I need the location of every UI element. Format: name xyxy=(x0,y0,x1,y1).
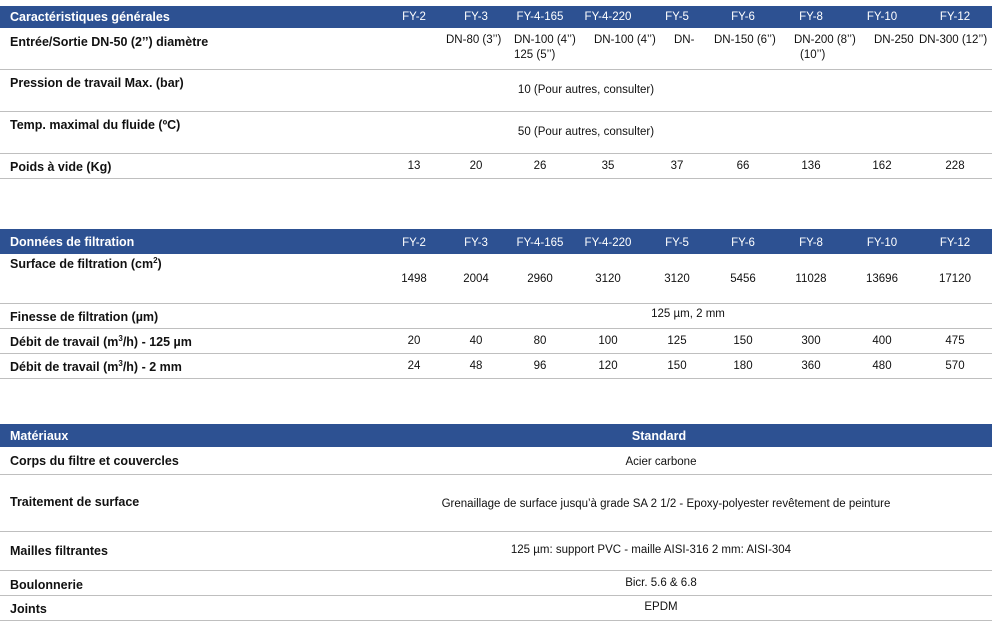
weight-value: 20 xyxy=(469,160,483,172)
inlet-value: DN-300 (12’’) xyxy=(919,34,988,46)
pressure-label: Pression de travail Max. (bar) xyxy=(10,76,184,90)
surface-treatment-label: Traitement de surface xyxy=(10,495,140,509)
surface-treatment-row xyxy=(0,475,992,532)
model-header: FY-2 xyxy=(402,237,426,249)
temp-row xyxy=(0,112,992,154)
joints-label: Joints xyxy=(10,602,47,616)
filtration-header xyxy=(0,229,992,254)
model-header: FY-5 xyxy=(665,11,689,23)
weight-row xyxy=(0,154,992,179)
model-header: FY-8 xyxy=(799,237,823,249)
surface-value: 13696 xyxy=(866,273,898,285)
pressure-row xyxy=(0,70,992,112)
flow-value: 48 xyxy=(469,360,483,372)
temp-value: 50 (Pour autres, consulter) xyxy=(517,126,655,138)
model-header: FY-6 xyxy=(731,237,755,249)
flow-value: 480 xyxy=(872,360,892,372)
flow-value: 150 xyxy=(733,335,753,347)
surface-value: 2004 xyxy=(463,273,489,285)
weight-value: 66 xyxy=(736,160,750,172)
flow-value: 360 xyxy=(801,360,821,372)
inlet-row xyxy=(0,28,992,70)
weight-value: 162 xyxy=(872,160,892,172)
flow-value: 24 xyxy=(407,360,421,372)
model-header: FY-4-165 xyxy=(516,11,564,23)
surface-value: 17120 xyxy=(939,273,971,285)
pressure-value: 10 (Pour autres, consulter) xyxy=(517,84,655,96)
inlet-label: Entrée/Sortie DN-50 (2’’) diamètre xyxy=(10,35,209,49)
temp-label: Temp. maximal du fluide (ºC) xyxy=(10,118,181,132)
model-header: FY-6 xyxy=(731,11,755,23)
flow-value: 150 xyxy=(667,360,687,372)
model-header: FY-12 xyxy=(939,11,971,23)
inlet-value: DN-250 xyxy=(874,34,914,46)
surface-value: 11028 xyxy=(795,273,827,285)
fineness-value: 125 µm, 2 mm xyxy=(651,308,725,320)
inlet-value: DN-200 (8’’) xyxy=(794,34,856,46)
flow-value: 40 xyxy=(469,335,483,347)
inlet-value: (10’’) xyxy=(800,49,826,61)
inlet-value: DN-80 (3’’) xyxy=(446,34,502,46)
model-header: FY-4-220 xyxy=(584,11,632,23)
model-header: FY-10 xyxy=(866,11,898,23)
flow-value: 180 xyxy=(733,360,753,372)
joints-value: EPDM xyxy=(644,601,678,613)
filtration-title: Données de filtration xyxy=(10,235,135,249)
model-header: FY-3 xyxy=(464,237,488,249)
standard-header: Standard xyxy=(631,429,687,443)
surface-treatment-value: Grenaillage de surface jusqu’à grade SA 2 1/2 - Epoxy-polyester revêtement de peinture xyxy=(441,498,891,510)
inlet-value: DN-150 (6’’) xyxy=(714,34,776,46)
inlet-value: DN- xyxy=(674,34,695,46)
body-row xyxy=(0,448,992,475)
fineness-label: Finesse de filtration (µm) xyxy=(10,310,159,324)
weight-value: 26 xyxy=(533,160,547,172)
model-header: FY-4-165 xyxy=(516,237,564,249)
surface-value: 1498 xyxy=(401,273,427,285)
mesh-label: Mailles filtrantes xyxy=(10,544,108,558)
weight-value: 35 xyxy=(601,160,615,172)
flow-value: 300 xyxy=(801,335,821,347)
bolts-value: Bicr. 5.6 & 6.8 xyxy=(625,577,697,589)
flow-value: 80 xyxy=(533,335,547,347)
surface-row xyxy=(0,254,992,304)
flow-value: 475 xyxy=(945,335,965,347)
mesh-value: 125 µm: support PVC - maille AISI-316 2 mm: AISI-304 xyxy=(510,544,792,556)
weight-value: 136 xyxy=(801,160,821,172)
model-header: FY-4-220 xyxy=(584,237,632,249)
body-label: Corps du filtre et couvercles xyxy=(10,454,179,468)
flow-value: 20 xyxy=(407,335,421,347)
flow-125-label: Débit de travail $(m^3/h) - 125$ µm xyxy=(10,333,192,349)
materials-header xyxy=(0,424,992,447)
surface-value: 3120 xyxy=(595,273,621,285)
surface-label: Surface de filtration $(cm^2)$ xyxy=(10,255,162,271)
general-header xyxy=(0,6,992,28)
flow-value: 570 xyxy=(945,360,965,372)
flow-2mm-row xyxy=(0,354,992,379)
flow-value: 125 xyxy=(667,335,687,347)
model-header: FY-10 xyxy=(866,237,898,249)
flow-value: 100 xyxy=(598,335,618,347)
bolts-row xyxy=(0,571,992,596)
flow-value: 400 xyxy=(872,335,892,347)
model-header: FY-8 xyxy=(799,11,823,23)
weight-label: Poids à vide (Kg) xyxy=(10,160,112,174)
inlet-value: DN-100 (4’’) xyxy=(514,34,576,46)
flow-2mm-label: Débit de travail $(m^3/h) - 2$ mm xyxy=(10,358,182,374)
surface-value: 3120 xyxy=(664,273,690,285)
flow-125-row xyxy=(0,329,992,354)
fineness-row xyxy=(0,304,992,329)
inlet-value: 125 (5’’) xyxy=(514,49,556,61)
model-header: FY-5 xyxy=(665,237,689,249)
flow-value: 120 xyxy=(598,360,618,372)
surface-value: 2960 xyxy=(527,273,553,285)
weight-value: 13 xyxy=(407,160,421,172)
surface-value: 5456 xyxy=(730,273,756,285)
body-value: Acier carbone xyxy=(625,456,697,468)
joints-row xyxy=(0,596,992,621)
inlet-value: DN-100 (4’’) xyxy=(594,34,656,46)
materials-title: Matériaux xyxy=(10,429,69,443)
bolts-label: Boulonnerie xyxy=(10,578,83,592)
weight-value: 228 xyxy=(945,160,965,172)
mesh-row xyxy=(0,532,992,571)
weight-value: 37 xyxy=(670,160,684,172)
model-header: FY-2 xyxy=(402,11,426,23)
model-header: FY-12 xyxy=(939,237,971,249)
general-title: Caractéristiques générales xyxy=(10,10,170,24)
model-header: FY-3 xyxy=(464,11,488,23)
flow-value: 96 xyxy=(533,360,547,372)
